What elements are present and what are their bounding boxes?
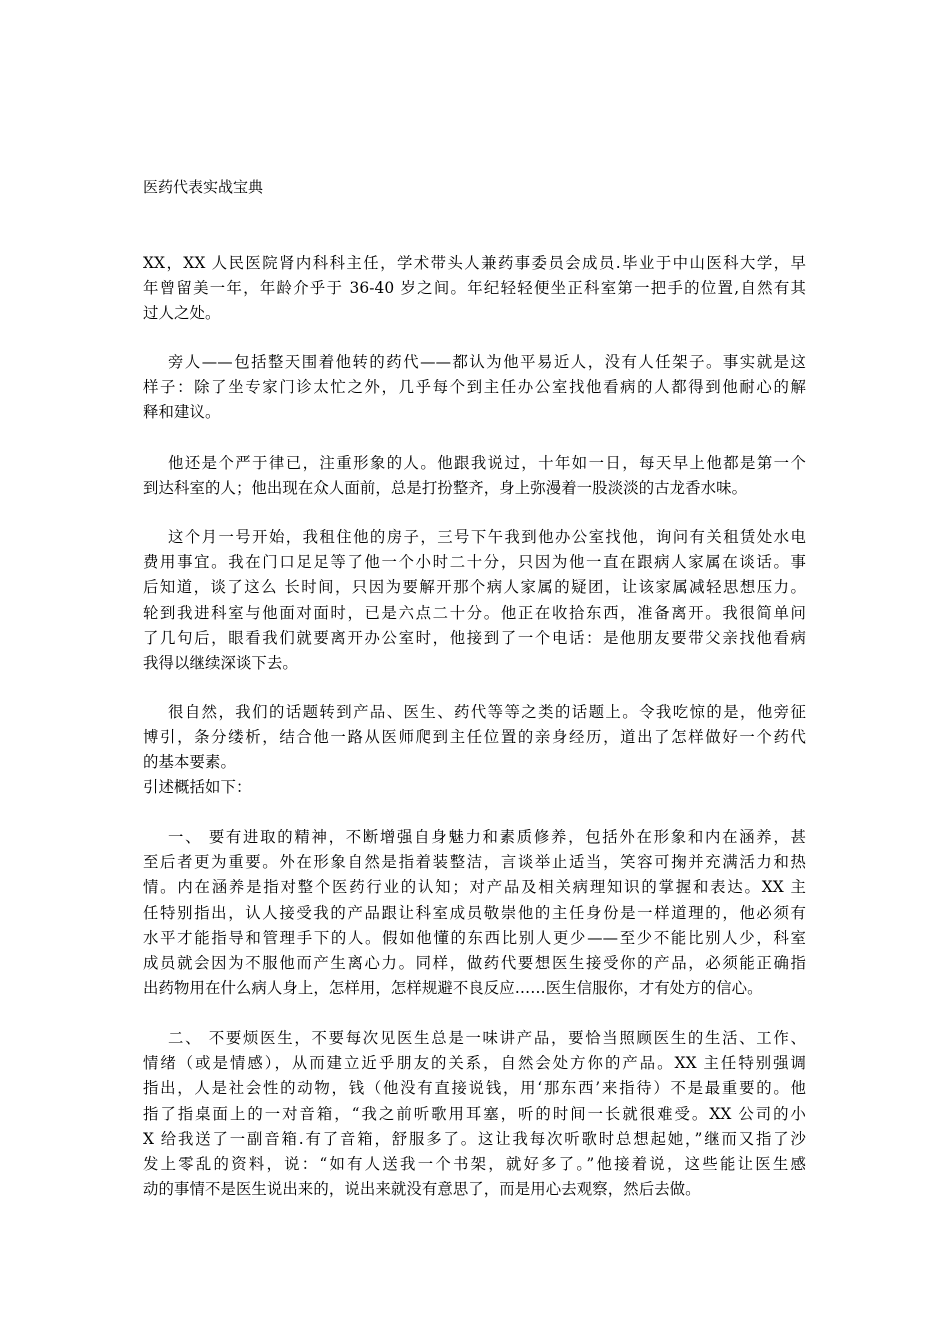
paragraph-intro (143, 251, 806, 327)
paragraph-approachable (143, 350, 806, 426)
paragraph-line: 任特别指出，认人接受我的产品跟让科室成员敬崇他的主任身份是一样道理的，他必须有 (143, 903, 806, 922)
paragraph-line: XX，XX 人民医院肾内科科主任，学术带头人兼药事委员会成员.毕业于中山医科大学，早 (143, 254, 806, 272)
paragraph-line: 一、 要有进取的精神，不断增强自身魅力和素质修养，包括外在形象和内在涵养，甚 (168, 828, 806, 846)
paragraph-line: 博引，条分缕析，结合他一路从医师爬到主任位置的亲身经历，道出了怎样做好一个药代 (143, 728, 806, 747)
paragraph-line: 出药物用在什么病人身上，怎样用，怎样规避不良反应……医生信服你，才有处方的信心。 (143, 979, 763, 998)
paragraph-line: X 给我送了一副音箱.有了音箱，舒服多了。这让我每次听歌时总想起她，”继而又指了沙 (143, 1129, 806, 1148)
paragraph-point-one (143, 825, 806, 1001)
paragraph-line: 动的事情不是医生说出来的，说出来就没有意思了，而是用心去观察，然后去做。 (143, 1180, 701, 1199)
paragraph-line: 旁人——包括整天围着他转的药代——都认为他平易近人，没有人任架子。事实就是这 (168, 353, 806, 371)
paragraph-line: 水平才能指导和管理手下的人。假如他懂的东西比别人更少——至少不能比别人少，科室 (143, 928, 806, 947)
paragraph-line: 至后者更为重要。外在形象自然是指着装整洁，言谈举止适当，笑容可掬并充满活力和热 (143, 853, 806, 872)
paragraph-line: 引述概括如下： (143, 778, 252, 796)
paragraph-line: 指了指桌面上的一对音箱，“我之前听歌用耳塞，听的时间一长就很难受。XX 公司的小 (143, 1104, 806, 1123)
paragraph-line: 成员就会因为不服他而产生离心力。同样，做药代要想医生接受你的产品，必须能正确指 (143, 954, 806, 973)
paragraph-line: 费用事宜。我在门口足足等了他一个小时二十分，只因为他一直在跟病人家属在谈话。事 (143, 553, 806, 572)
paragraph-line: 发上零乱的资料，说：“如有人送我一个书架，就好多了。”他接着说，这些能让医生感 (143, 1155, 806, 1174)
paragraph-line: 轮到我进科室与他面对面时，已是六点二十分。他正在收拾东西，准备离开。我很简单问 (143, 603, 806, 622)
paragraph-line: 了几句后，眼看我们就要离开办公室时，他接到了一个电话：是他朋友要带父亲找他看病 (143, 628, 806, 647)
paragraph-line: 过人之处。 (143, 304, 221, 323)
paragraph-line: 他还是个严于律已，注重形象的人。他跟我说过，十年如一日，每天早上他都是第一个 (168, 454, 806, 472)
paragraph-line: 指出，人是社会性的动物，钱（他没有直接说钱，用‘那东西’来指待）不是最重要的。他 (143, 1079, 806, 1098)
paragraph-self-discipline (143, 451, 806, 501)
paragraph-point-two (143, 1026, 806, 1202)
paragraph-topics (143, 700, 806, 776)
paragraph-line: 情绪（或是情感），从而建立近乎朋友的关系，自然会处方你的产品。XX 主任特别强调 (143, 1054, 806, 1073)
paragraph-line: 后知道，谈了这么 长时间，只因为要解开那个病人家属的疑团，让该家属减轻思想压力。 (143, 578, 806, 597)
paragraph-line: 我得以继续深谈下去。 (143, 654, 298, 673)
paragraph-line: 年曾留美一年，年龄介乎于 36-40 岁之间。年纪轻轻便坐正科室第一把手的位置,自然有其 (143, 279, 806, 298)
paragraph-line: 很自然，我们的话题转到产品、医生、药代等等之类的话题上。令我吃惊的是，他旁征 (168, 703, 806, 721)
paragraph-line: 情。内在涵养是指对整个医药行业的认知；对产品及相关病理知识的掌握和表达。XX 主 (143, 878, 806, 897)
paragraph-summary-intro (143, 775, 806, 800)
paragraph-line: 样子：除了坐专家门诊太忙之外，几乎每个到主任办公室找他看病的人都得到他耐心的解 (143, 378, 806, 397)
paragraph-line: 这个月一号开始，我租住他的房子，三号下午我到他办公室找他，询问有关租赁处水电 (168, 528, 806, 546)
paragraph-line: 到达科室的人；他出现在众人面前，总是打扮整齐，身上弥漫着一股淡淡的古龙香水味。 (143, 479, 748, 498)
paragraph-line: 的基本要素。 (143, 753, 236, 772)
paragraph-line: 二、 不要烦医生，不要每次见医生总是一味讲产品，要恰当照顾医生的生活、工作、 (168, 1029, 806, 1047)
paragraph-visit (143, 525, 806, 676)
document-title: 医药代表实战宝典 (143, 178, 264, 196)
paragraph-line: 释和建议。 (143, 403, 221, 422)
